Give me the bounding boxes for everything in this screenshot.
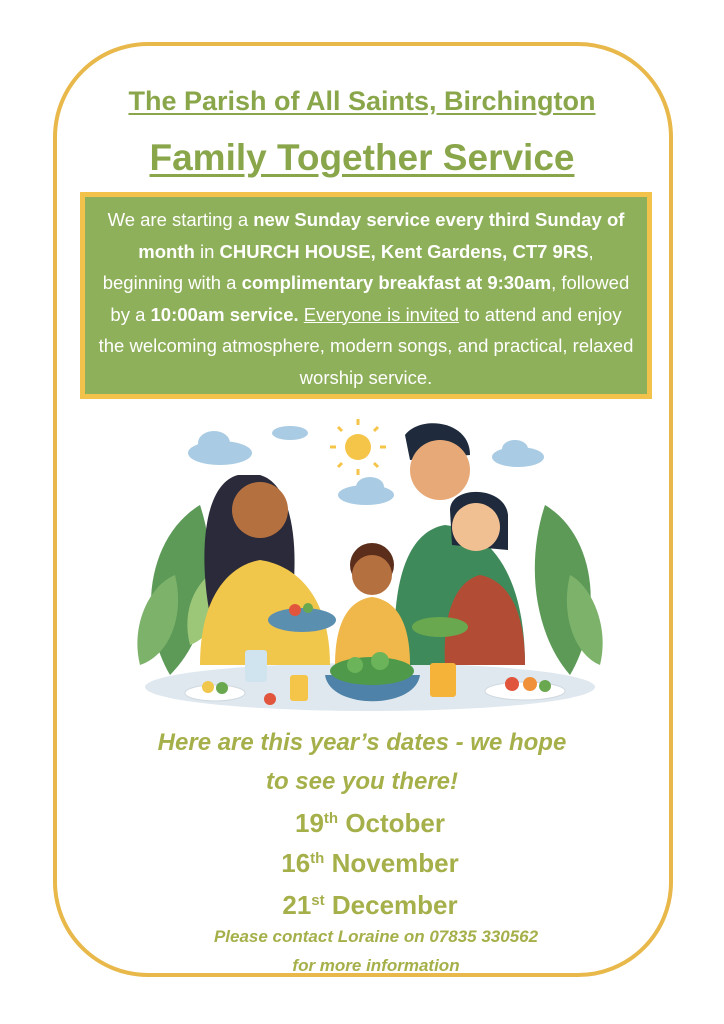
sun-icon [330, 419, 386, 475]
contact-line1: Please contact Loraine on 07835 330562 [213, 927, 539, 946]
info-text: to attend and enjoy the welcoming atmosphere, modern songs, and practical, relaxed worship service. [98, 303, 634, 388]
date-item [0, 848, 724, 879]
info-bold: complimentary breakfast at 9:30am [241, 272, 552, 293]
info-text: , beginning with a [102, 240, 594, 293]
date-suffix: st [311, 892, 325, 909]
date-suffix: th [310, 850, 325, 867]
date-month: November [331, 848, 459, 878]
date-month: October [345, 808, 445, 838]
family-breakfast-illustration [130, 415, 610, 715]
info-text: We are starting a [107, 209, 254, 230]
dates-intro-line1: Here are this year’s dates - we hope [157, 729, 567, 756]
date-item [0, 890, 724, 921]
info-bold: 10:00am service. [150, 303, 299, 325]
date-suffix: th [323, 810, 339, 827]
info-box [80, 192, 652, 399]
info-bold: new Sunday service every third Sunday of month [138, 209, 625, 262]
info-bold: CHURCH HOUSE, Kent Gardens, CT7 9RS [219, 240, 589, 262]
parish-name: The Parish of All Saints, Birchington [128, 86, 596, 116]
info-text: in [194, 240, 220, 262]
dates-intro-line2: to see you there! [265, 768, 459, 795]
info-underline: Everyone is invited [303, 303, 460, 325]
date-day: 21 [282, 890, 312, 920]
date-month: December [331, 890, 458, 920]
service-title: Family Together Service [149, 137, 575, 178]
contact-line2: for more information [292, 956, 460, 975]
mother-figure [200, 475, 336, 665]
date-day: 16 [281, 848, 311, 878]
date-item [0, 808, 724, 839]
date-day: 19 [294, 808, 324, 838]
info-text: , followed by a [110, 272, 630, 325]
